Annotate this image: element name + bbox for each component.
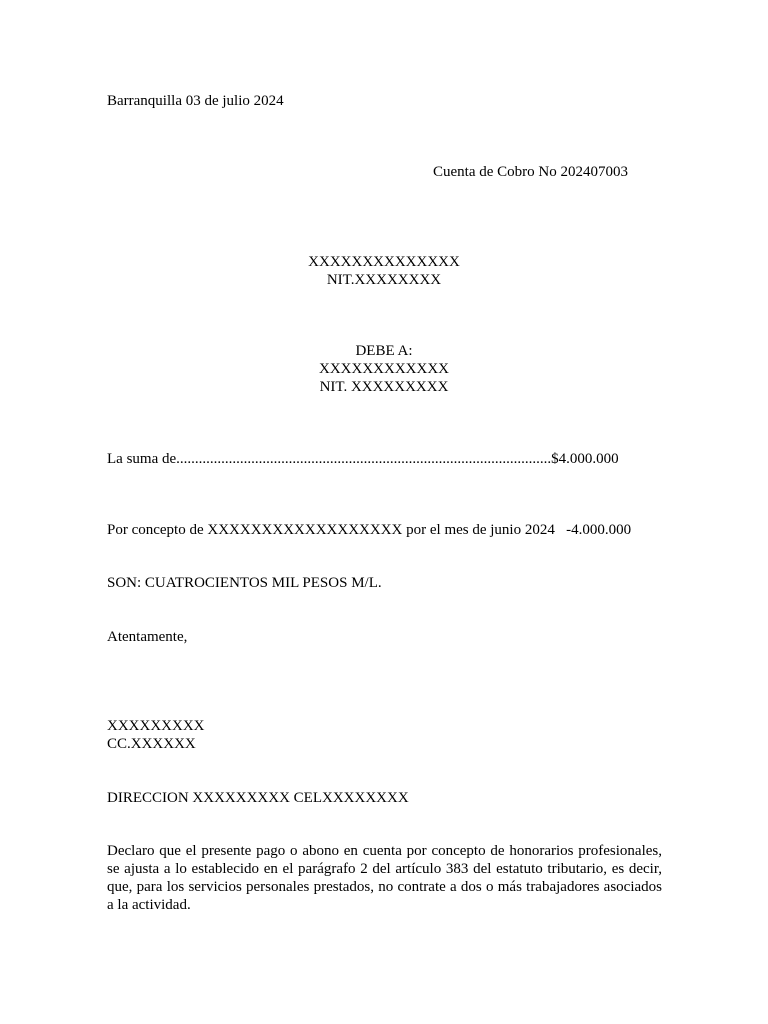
concept-line: Por concepto de XXXXXXXXXXXXXXXXXX por el mes de junio 2024 -4.000.000	[107, 522, 632, 538]
address-line: DIRECCION XXXXXXXXX CELXXXXXXXX	[107, 790, 409, 806]
debtor-name: XXXXXXXXXXXXXX	[308, 254, 460, 270]
signer-id: CC.XXXXXX	[107, 736, 196, 752]
declaration-paragraph: Declaro que el presente pago o abono en cuenta por concepto de honorarios profesionales, se ajusta a lo establecido en el parágrafo 2 del artículo 383 del estatuto tributario, es decir, que, para los servicios personales prestados, no contrate a dos o más trabajadores asociados a la actividad.	[107, 843, 662, 913]
creditor-nit: NIT. XXXXXXXXX	[319, 379, 449, 395]
closing-text: Atentamente,	[107, 629, 188, 645]
date-line: Barranquilla 03 de julio 2024	[107, 93, 284, 109]
sum-line: La suma de....................................................................................................$4.000.000	[107, 451, 619, 467]
amount-in-words: SON: CUATROCIENTOS MIL PESOS M/L.	[107, 575, 382, 591]
invoice-number: Cuenta de Cobro No 202407003	[433, 164, 628, 180]
signer-name: XXXXXXXXX	[107, 718, 205, 734]
creditor-name: XXXXXXXXXXXX	[319, 361, 449, 377]
debtor-nit: NIT.XXXXXXXX	[326, 272, 442, 288]
creditor-heading: DEBE A:	[355, 343, 413, 359]
